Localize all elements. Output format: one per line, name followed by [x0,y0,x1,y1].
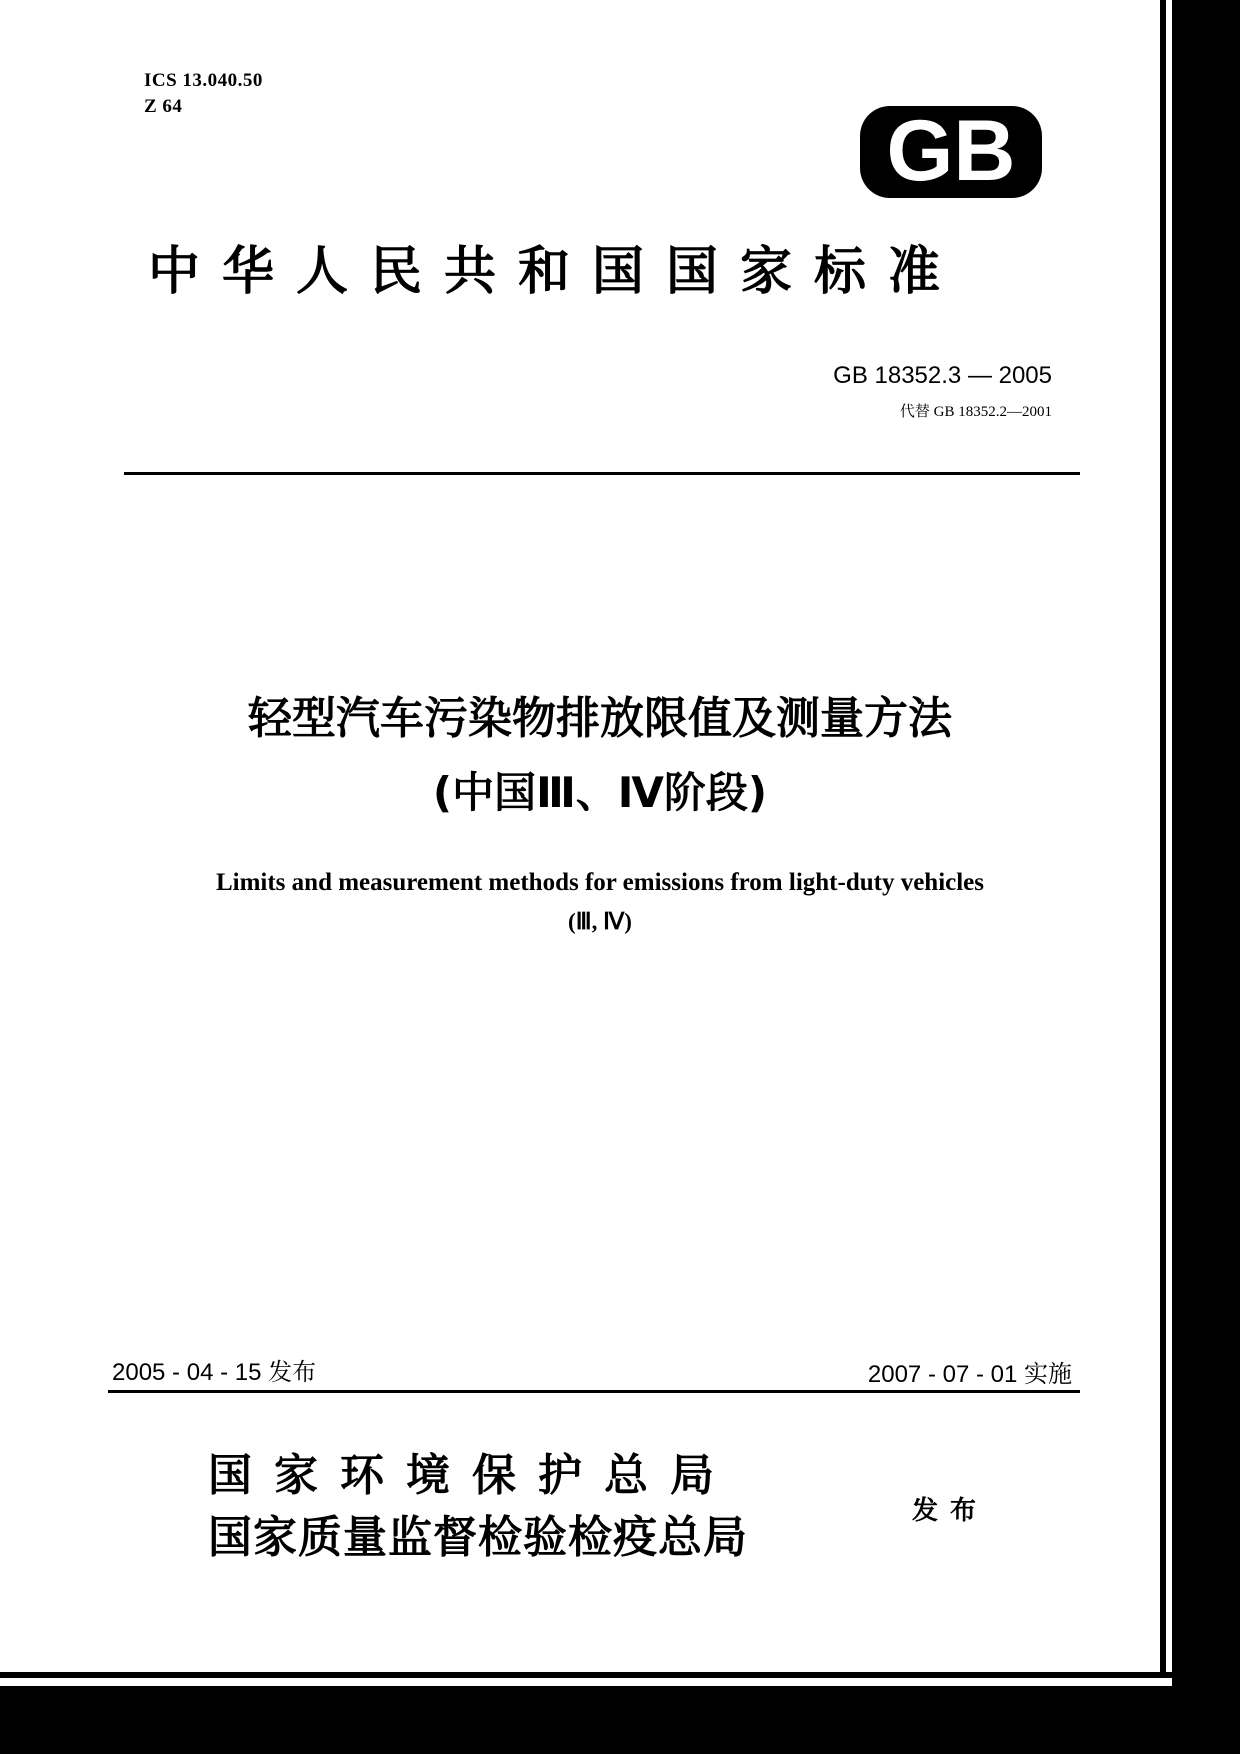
replaces-standard: 代替 GB 18352.2—2001 [899,404,1052,420]
scan-border-right-gap [1166,0,1172,1680]
gb-logo [860,106,1042,198]
ics-code: ICS 13.040.50 [144,70,263,91]
title-english-stage: (Ⅲ, Ⅳ) [568,909,632,934]
issuer-environment: 国家环境保护总局 [208,1450,736,1501]
bottom-divider [108,1390,1080,1393]
ics-block [144,68,263,120]
title-chinese: 轻型汽车污染物排放限值及测量方法 [248,693,952,744]
issuer-quality: 国家质量监督检验检疫总局 [208,1512,748,1563]
top-divider [124,472,1080,475]
implementation-date: 2007 - 07 - 01 实施 [867,1361,1072,1388]
title-chinese-stage: (中国Ⅲ、Ⅳ阶段) [432,768,768,817]
scan-border-bottom-gap [0,1678,1172,1686]
issue-date: 2005 - 04 - 15 发布 [112,1359,317,1386]
classification-code: Z 64 [144,96,183,117]
gb-logo-text: GB [886,106,1016,198]
national-standard-heading: 中华人民共和国国家标准 [148,241,963,302]
publish-label: 发布 [912,1496,989,1526]
scan-border-right [1160,0,1240,1754]
title-english: Limits and measurement methods for emissions from light-duty vehicles [215,869,985,896]
standard-number: GB 18352.3 — 2005 [833,362,1052,389]
